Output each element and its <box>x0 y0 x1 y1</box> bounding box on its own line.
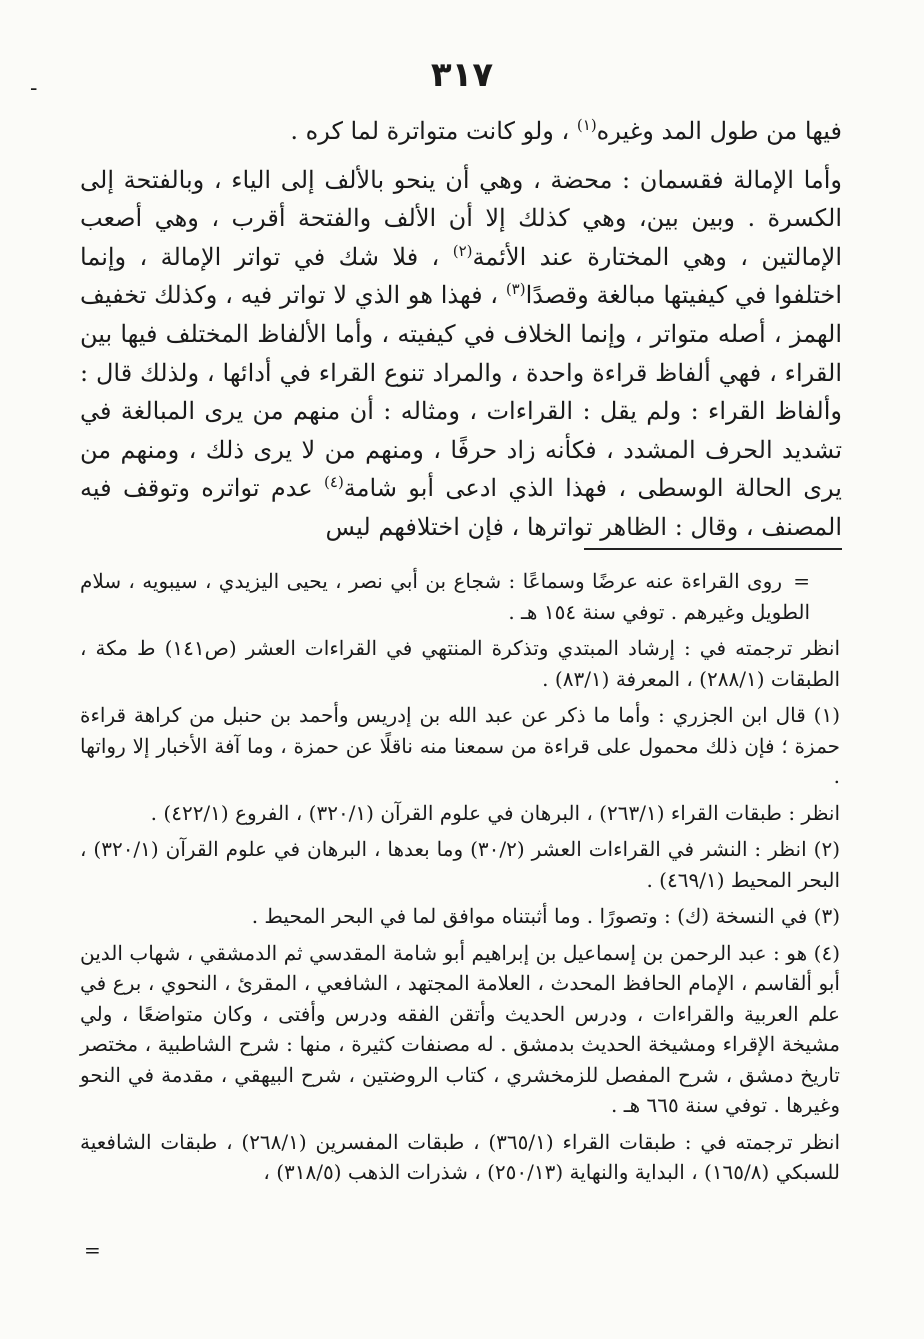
main-text-span: عدم تواتره وتوقف فيه المصنف ، وقال : الظاهر تواترها ، فإن اختلافهم ليس <box>80 474 842 541</box>
footnote-number: (١) <box>813 703 840 727</box>
footnote-text: روى القراءة عنه عرضًا وسماعًا : شجاع بن أبي نصر ، يحيى اليزيدي ، سيبويه ، سلام الطويل وغيرهم . توفي سنة ١٥٤ هـ . <box>80 569 810 624</box>
footnote-continuation <box>80 566 840 627</box>
footnote-1 <box>80 700 840 792</box>
main-text-span: ، فهذا هو الذي لا تواتر فيه ، وكذلك تخفيف الهمز ، أصله متواتر ، وإنما الخلاف في كيفيته ، وأما الألفاظ المختلف فيها بين القراء ، فهي ألفاظ قراءة واحدة ، والمراد تنوع القراء في أدائها ، ولذلك قال : وألفاظ القراء : ولم يقل : القراءات ، ومثاله : أن منهم من يرى المبالغة في تشديد الحرف المشدد ، فكأنه زاد حرفًا ، ومنهم من لا يرى ذلك ، ومنهم من يرى الحالة الوسطى ، فهذا الذي ادعى أبو شامة <box>80 281 842 503</box>
footnote-separator <box>584 548 842 550</box>
main-text-span: ، ولو كانت متواترة لما كره . <box>290 117 577 145</box>
footnote-text: قال ابن الجزري : وأما ما ذكر عن عبد الله بن إدريس وأحمد بن حنبل من كراهة قراءة حمزة ؛ فإن ذلك محمول على قراءة من سمعنا منه ناقلًا عن حمزة ، وما آفة الأخبار إلا رواتها . <box>80 703 840 788</box>
main-text-span: فيها من طول المد وغيره <box>596 117 842 145</box>
main-text-span: ، فلا شك في تواتر الإمالة ، وإنما اختلفوا في كيفيتها مبالغة وقصدًا <box>80 242 842 310</box>
footnote-2 <box>80 834 840 895</box>
footnote-number: (٢) <box>813 837 840 861</box>
footnote-ref: (٢) <box>452 241 473 260</box>
footnote-3 <box>80 901 840 932</box>
footnote-4 <box>80 938 840 1121</box>
main-paragraph-2 <box>80 161 842 547</box>
footnote-1-refs: انظر : طبقات القراء (٢٦٣/١) ، البرهان في علوم القرآن (٣٢٠/١) ، الفروع (٤٢٢/١) . <box>150 800 840 825</box>
footnote-text: هو : عبد الرحمن بن إسماعيل بن إبراهيم أبو شامة المقدسي ثم الدمشقي ، شهاب الدين أبو ألقاسم ، الإمام الحافظ المحدث ، العلامة المجتهد ، الشافعي ، المقرئ ، النحوي ، برع في علم العربية والقراءات ، ودرس الحديث وأتقن الفقه ودرس وأفتى ، وكان متواضعًا ، ولي مشيخة الإقراء ومشيخة الحديث بدمشق . له مصنفات كثيرة ، منها : شرح الشاطبية ، مختصر تاريخ دمشق ، شرح المفصل للزمخشري ، كتاب الروضتين ، شرح البيهقي ، مقدمة في النحو وغيرها . توفي سنة ٦٦٥ هـ . <box>80 940 840 1117</box>
corner-mark: - <box>30 76 38 101</box>
footnote-ref: (١) <box>576 116 597 134</box>
continuation-mark: = <box>793 569 810 593</box>
footnote-ref: (٣) <box>505 280 526 299</box>
footnote-4-refs: انظر ترجمته في : طبقات القراء (٣٦٥/١) ، طبقات المفسرين (٢٦٨/١) ، طبقات الشافعية للسبكي (١٦٥/٨) ، البداية والنهاية (٢٥٠/١٣) ، شذرات الذهب (٣١٨/٥) ، <box>80 1129 840 1184</box>
footnote-ref: (٤) <box>324 473 344 492</box>
footnote-text: في النسخة (ك) : وتصورًا . وما أثبتناه موافق لما في البحر المحيط . <box>251 904 808 928</box>
footnotes <box>80 566 840 1194</box>
main-text <box>80 112 842 547</box>
footnote-continuation-refs: انظر ترجمته في : إرشاد المبتدي وتذكرة المنتهي في القراءات العشر (ص١٤١) ط مكة ، الطبقات (٢٨٨/١) ، المعرفة (٨٣/١) . <box>80 636 841 691</box>
main-paragraph-1 <box>80 112 842 151</box>
footnote-number: (٣) <box>813 904 840 928</box>
continuation-end-mark: = <box>84 1238 101 1262</box>
page-number: ٣١٧ <box>430 55 494 95</box>
footnote-number: (٤) <box>813 940 841 965</box>
main-text-span: وأما الإمالة فقسمان : محضة ، وهي أن ينحو بالألف إلى الياء ، وبالفتحة إلى الكسرة . وبين بين، وهي كذلك إلا أن الألف والفتحة أقرب ، وهي أصعب الإمالتين ، وهي المختارة عند الأئمة <box>80 165 843 271</box>
footnote-text: انظر : النشر في القراءات العشر (٣٠/٢) وما بعدها ، البرهان في علوم القرآن (٣٢٠/١) ، البحر المحيط (٤٦٩/١) . <box>80 837 840 892</box>
